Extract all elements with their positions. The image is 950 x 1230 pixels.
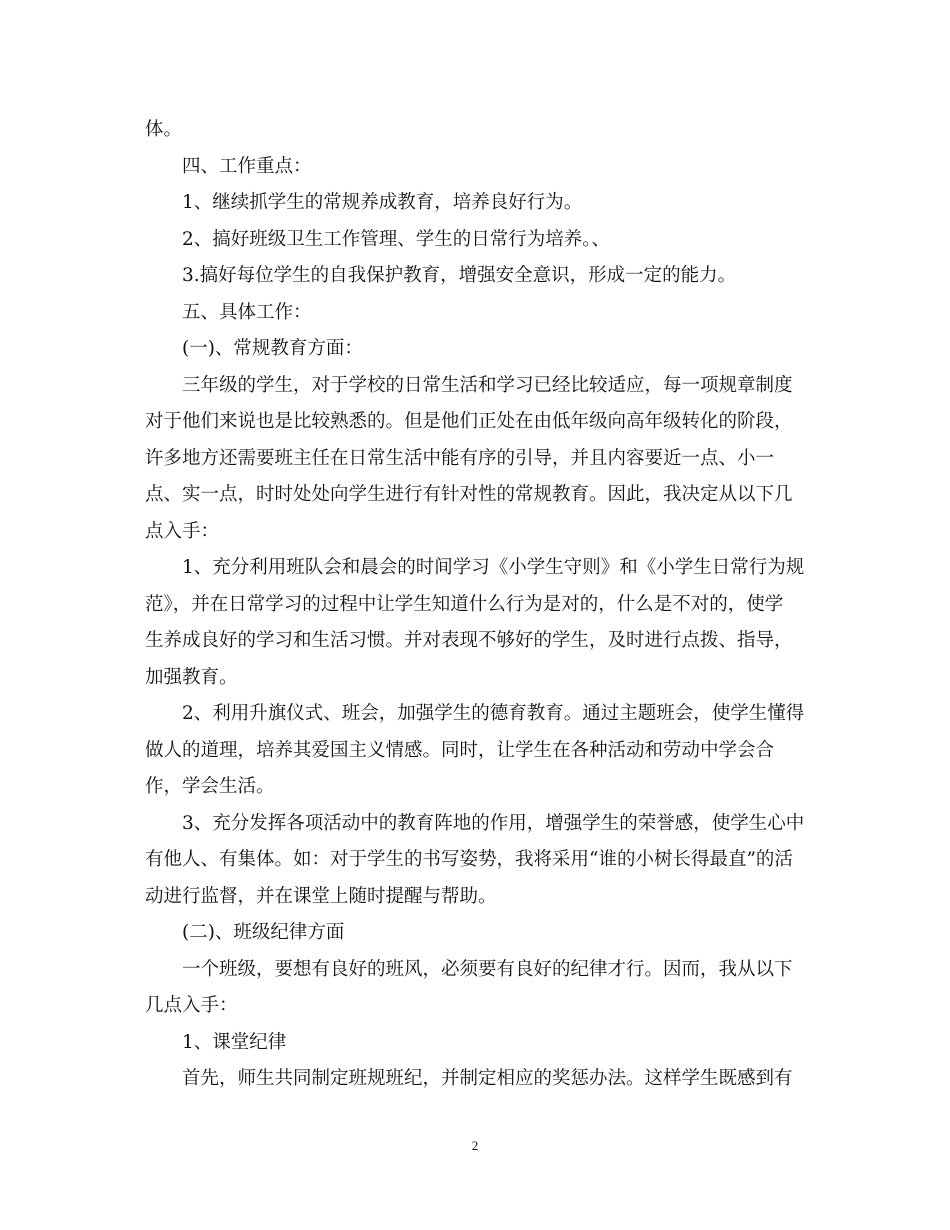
text-line: 首先，师生共同制定班规班纪，并制定相应的奖惩办法。这样学生既感到有 xyxy=(182,1068,793,1089)
text-line: 对于他们来说也是比较熟悉的。但是他们正处在由低年级向高年级转化的阶段， xyxy=(145,411,793,432)
text-line: 3、充分发挥各项活动中的教育阵地的作用，增强学生的荣誉感，使学生心中 xyxy=(182,812,805,834)
text-line: 点入手： xyxy=(145,520,220,542)
document-body xyxy=(145,112,805,1098)
text-line: 3.搞好每位学生的自我保护教育，增强安全意识，形成一定的能力。 xyxy=(182,265,737,286)
text-line: 许多地方还需要班主任在日常生活中能有序的引导，并且内容要近一点、小一 xyxy=(145,447,775,469)
text-line: 1、充分利用班队会和晨会的时间学习《小学生守则》和《小学生日常行为规 xyxy=(182,557,805,578)
text-line: 几点入手： xyxy=(145,995,238,1016)
text-line: 1、课堂纪律 xyxy=(182,1031,287,1053)
text-line: (二)、班级纪律方面 xyxy=(182,922,345,943)
text-line: 作，学会生活。 xyxy=(145,776,275,797)
text-line: 四、工作重点： xyxy=(182,155,312,177)
text-line: 三年级的学生，对于学校的日常生活和学习已经比较适应，每一项规章制度 xyxy=(182,374,793,396)
text-line: 加强教育。 xyxy=(145,666,238,688)
text-line: 做人的道理，培养其爱国主义情感。同时，让学生在各种活动和劳动中学会合 xyxy=(145,739,775,761)
text-line: 一个班级，要想有良好的班风，必须要有良好的纪律才行。因而，我从以下 xyxy=(182,958,793,980)
text-line: 范》，并在日常学习的过程中让学生知道什么行为是对的，什么是不对的，使学 xyxy=(145,593,784,615)
text-line: 有他人、有集体。如：对于学生的书写姿势，我将采用“谁的小树长得最直”的活 xyxy=(145,849,793,870)
text-line: 动进行监督，并在课堂上随时提醒与帮助。 xyxy=(145,885,497,907)
text-line: 体。 xyxy=(145,119,183,140)
text-line: 2、利用升旗仪式、班会，加强学生的德育教育。通过主题班会，使学生懂得 xyxy=(182,703,805,724)
text-line: (一)、常规教育方面： xyxy=(182,338,363,359)
page-number: 2 xyxy=(471,1138,479,1153)
text-line: 2、搞好班级卫生工作管理、学生的日常行为培养。、 xyxy=(182,228,611,250)
text-line: 点、实一点，时时处处向学生进行有针对性的常规教育。因此，我决定从以下几 xyxy=(145,484,793,505)
text-line: 五、具体工作： xyxy=(182,301,312,323)
text-line: 生养成良好的学习和生活习惯。并对表现不够好的学生，及时进行点拨、指导， xyxy=(145,630,793,651)
text-line: 1、继续抓学生的常规养成教育，培养良好行为。 xyxy=(182,192,583,213)
